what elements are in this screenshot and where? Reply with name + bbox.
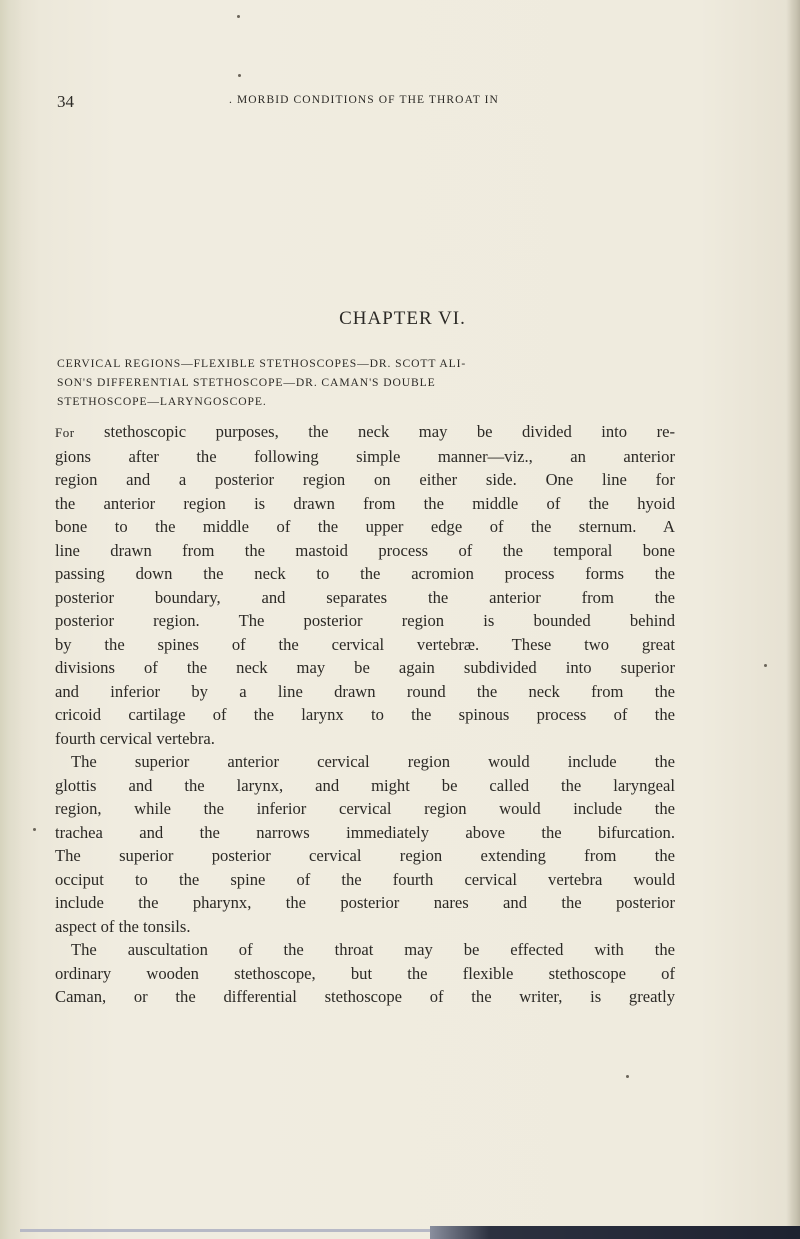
ink-speck [626, 1075, 629, 1078]
page-gutter-shadow [0, 0, 22, 1239]
body-line: trachea and the narrows immediately above the bifurcation. [55, 822, 675, 842]
ink-speck [33, 828, 36, 831]
body-line: and inferior by a line drawn round the neck from the [55, 681, 675, 701]
chapter-synopsis [57, 354, 667, 411]
body-line: by the spines of the cervical vertebræ. These two great [55, 634, 675, 654]
body-line: cricoid cartilage of the larynx to the spinous process of the [55, 705, 675, 724]
body-line: passing down the neck to the acromion process forms the [55, 564, 675, 583]
body-line: line drawn from the mastoid process of the temporal bone [55, 540, 675, 560]
page-edge-shadow [786, 0, 800, 1239]
body-line: aspect of the tonsils. [55, 916, 191, 936]
body-line: The superior anterior cervical region would include the [71, 752, 675, 771]
body-line: region and a posterior region on either side. One line for [55, 470, 675, 489]
body-line: divisions of the neck may be again subdivided into superior [55, 658, 675, 677]
body-line-text: stethoscopic purposes, the neck may be divided into re- [74, 422, 675, 441]
body-line: Caman, or the differential stethoscope of the writer, is greatly [55, 987, 675, 1006]
page-number: 34 [57, 92, 74, 111]
body-line: posterior region. The posterior region is bounded behind [55, 611, 675, 630]
chapter-title: CHAPTER VI. [339, 308, 466, 329]
scan-bottom-bar [430, 1226, 800, 1239]
body-line: The auscultation of the throat may be effected with the [71, 940, 675, 959]
body-line: glottis and the larynx, and might be called the laryngeal [55, 775, 675, 795]
body-line [55, 420, 675, 445]
body-line: The superior posterior cervical region extending from the [55, 846, 675, 865]
body-line: bone to the middle of the upper edge of the sternum. A [55, 517, 675, 536]
synopsis-line: STETHOSCOPE—LARYNGOSCOPE. [57, 395, 267, 408]
running-head [57, 92, 657, 112]
first-word: For [55, 425, 75, 440]
body-line: gions after the following simple manner—viz., an anterior [55, 446, 675, 466]
ink-speck [238, 74, 241, 77]
synopsis-line: CERVICAL REGIONS—FLEXIBLE STETHOSCOPES—DR. SCOTT ALI- [57, 357, 467, 370]
body-line: occiput to the spine of the fourth cervical vertebra would [55, 869, 675, 889]
page-bottom-edge [20, 1229, 440, 1232]
body-line: fourth cervical vertebra. [55, 728, 215, 748]
body-line: ordinary wooden stethoscope, but the flexible stethoscope of [55, 963, 675, 983]
synopsis-line: SON'S DIFFERENTIAL STETHOSCOPE—DR. CAMAN'S DOUBLE [57, 376, 436, 389]
body-line: posterior boundary, and separates the anterior from the [55, 587, 675, 607]
body-line: include the pharynx, the posterior nares and the posterior [55, 893, 675, 912]
running-head-title: . MORBID CONDITIONS OF THE THROAT IN [229, 94, 499, 106]
body-line: the anterior region is drawn from the middle of the hyoid [55, 493, 675, 513]
body-text [55, 420, 675, 1009]
body-line: region, while the inferior cervical region would include the [55, 799, 675, 818]
ink-speck [237, 15, 240, 18]
ink-speck [764, 664, 767, 667]
